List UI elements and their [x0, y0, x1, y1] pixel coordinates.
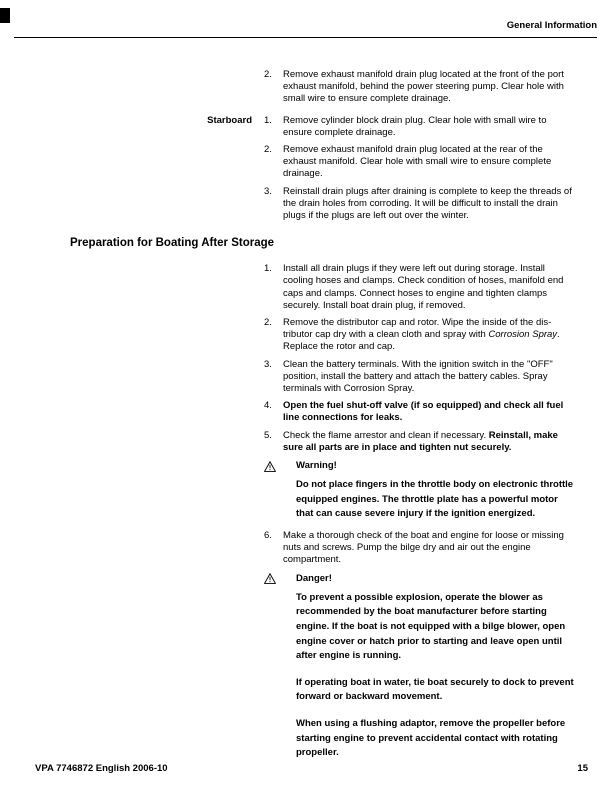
- list-text: Clean the battery terminals. With the ignition switch in the "OFF" position, install the battery and attach the battery cables. Spray terminals with Corrosion Spray.: [283, 358, 553, 395]
- footer-page-number: 15: [577, 762, 588, 774]
- list-row-prep-2: [0, 317, 612, 354]
- list-number: 2.: [264, 69, 272, 80]
- list-row-prep-1: [0, 263, 612, 312]
- page-header: [14, 20, 597, 32]
- header-rule: [14, 37, 597, 38]
- page-content: [0, 69, 612, 769]
- list-text: Install all drain plugs if they were left out during storage. Install cooling hoses and clamps. Check condition of hoses, manifold end caps and clamps. Connect hoses to engine and tighten clamps securely. Install boat drain plug, if removed.: [283, 263, 564, 311]
- list-text: Remove exhaust manifold drain plug located at the rear of the exhaust manifold. Clear hole with small wire to ensure complete drainage.: [283, 144, 552, 180]
- edge-index-tab: [0, 8, 10, 23]
- list-row-prep-4: [0, 400, 612, 424]
- danger-paragraph-2: If operating boat in water, tie boat securely to dock to prevent forward or backward movement.: [296, 676, 574, 703]
- danger-header: [264, 573, 612, 585]
- list-text: Remove cylinder block drain plug. Clear hole with small wire to ensure complete drainage.: [283, 114, 547, 138]
- header-title: General Information: [506, 20, 597, 31]
- emphasis-bold: Reinstall, make sure all parts are in place and tighten nut securely.: [283, 429, 558, 453]
- warning-header: [264, 460, 612, 472]
- list-row-prep-3: [0, 359, 612, 396]
- product-name-italic: Corrosion Spray: [488, 329, 558, 341]
- list-number: 1.: [264, 114, 272, 126]
- list-number: 5.: [264, 429, 272, 441]
- list-text: Reinstall drain plugs after draining is complete to keep the threads of the drain holes from corroding. It will be difficult to install the drain plugs if the plugs are left out over the winter.: [283, 185, 572, 222]
- danger-label: Danger!: [296, 572, 332, 584]
- warning-icon: [264, 573, 276, 584]
- warning-label: Warning!: [296, 460, 337, 472]
- list-row-starboard-2: [0, 144, 612, 181]
- list-text: Remove the distributor cap and rotor. Wipe the inside of the dis-tributor cap dry with a clean cloth and spray with Corrosion Spray. Replace the rotor and cap.: [283, 317, 560, 353]
- warning-body: Do not place fingers in the throttle body on electronic throttle equipped engines. The throttle plate has a powerful motor that can cause severe injury if the ignition energized.: [296, 479, 574, 520]
- list-number: 3.: [264, 358, 272, 370]
- list-text: Check the flame arrestor and clean if necessary. Reinstall, make sure all parts are in place and tighten nut securely.: [283, 429, 558, 453]
- warning-icon: [264, 461, 276, 472]
- list-number: 2.: [264, 317, 272, 329]
- list-row-starboard-1: [0, 115, 612, 139]
- list-number: 2.: [264, 144, 272, 156]
- list-row-prep-6: [0, 530, 612, 567]
- danger-paragraph-3: When using a flushing adaptor, remove the propeller before starting engine to prevent accidental contact with rotating propeller.: [296, 718, 566, 759]
- danger-paragraph-1: To prevent a possible explosion, operate the blower as recommended by the boat manufacturer before starting engine. If the boat is not equipped with a bilge blower, open engine cover or hatch prior to starting and leave open until after engine is running.: [296, 591, 566, 662]
- list-number: 4.: [264, 400, 272, 412]
- list-row-prep-5: [0, 430, 612, 454]
- side-label-starboard: Starboard: [207, 114, 252, 126]
- list-row-starboard-3: [0, 186, 612, 223]
- list-text-bold: Open the fuel shut-off valve (if so equipped) and check all fuel line connections for leaks.: [283, 400, 564, 424]
- section-heading: Preparation for Boating After Storage: [70, 237, 275, 250]
- list-text: Remove exhaust manifold drain plug located at the front of the port exhaust manifold, behind the power steering pump. Clear hole with small wire to ensure complete drainage.: [283, 69, 564, 105]
- list-row-port-2: [0, 69, 612, 106]
- list-number: 3.: [264, 185, 272, 197]
- footer-doc-id: VPA 7746872 English 2006-10: [35, 762, 168, 774]
- list-number: 6.: [264, 530, 272, 542]
- list-number: 1.: [264, 263, 272, 275]
- page-footer: [35, 763, 588, 775]
- list-text: Make a thorough check of the boat and engine for loose or missing nuts and screws. Pump the bilge dry and air out the engine compartment.: [283, 530, 564, 566]
